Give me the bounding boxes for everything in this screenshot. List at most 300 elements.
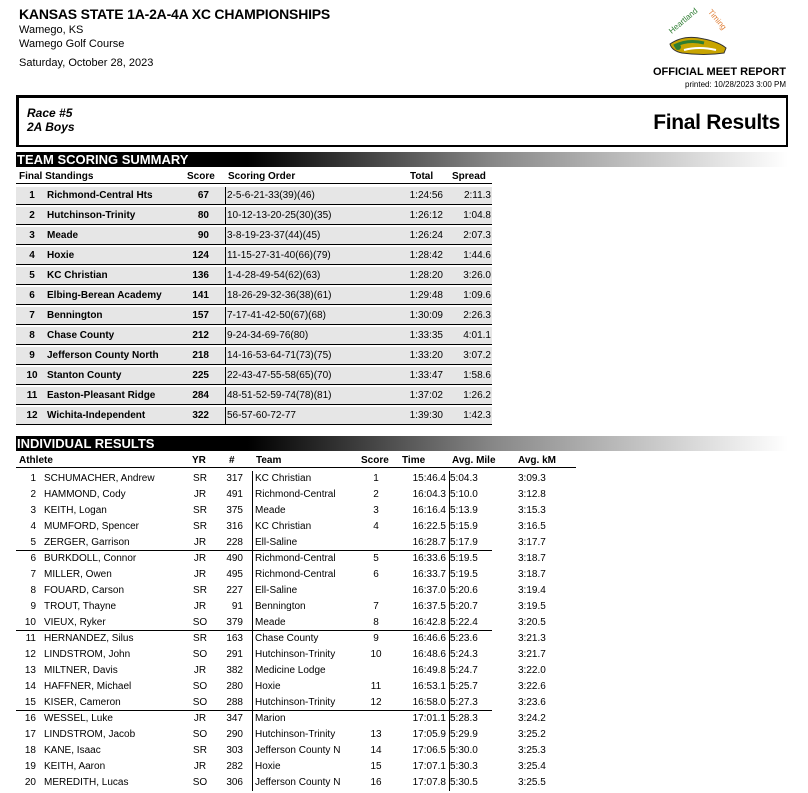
athlete-team: KC Christian (255, 521, 312, 532)
team-order: 9-24-34-69-76(80) (227, 330, 309, 341)
athlete-bib: 306 (226, 777, 243, 788)
athlete-km: 3:25.3 (518, 745, 546, 756)
athlete-score: 7 (373, 601, 379, 612)
athlete-place: 16 (24, 713, 36, 724)
athlete-mile: 5:30.0 (450, 745, 478, 756)
col-spread: Spread (452, 171, 486, 182)
athlete-bib: 495 (226, 569, 243, 580)
team-row (16, 247, 492, 267)
team-row (16, 327, 492, 347)
athlete-yr: SR (193, 585, 207, 596)
athlete-mile: 5:10.0 (450, 489, 478, 500)
athlete-team: Medicine Lodge (255, 665, 326, 676)
athlete-yr: SR (193, 633, 207, 644)
athlete-time: 16:46.6 (412, 633, 446, 644)
team-team: Wichita-Independent (47, 410, 146, 421)
athlete-score: 15 (370, 761, 382, 772)
col-score: Score (187, 171, 215, 182)
team-total: 1:33:47 (409, 370, 443, 381)
team-col-divider (252, 615, 253, 631)
team-col-divider (252, 583, 253, 599)
team-order: 18-26-29-32-36(38)(61) (227, 290, 332, 301)
team-total: 1:39:30 (409, 410, 443, 421)
team-total: 1:28:42 (409, 250, 443, 261)
athlete-time: 16:22.5 (412, 521, 446, 532)
team-col-divider (252, 567, 253, 583)
athlete-place: 8 (30, 585, 36, 596)
team-order: 3-8-19-23-37(44)(45) (227, 230, 321, 241)
team-col-divider (252, 663, 253, 679)
athlete-mile: 5:19.5 (450, 553, 478, 564)
athlete-km: 3:25.5 (518, 777, 546, 788)
athlete-place: 3 (30, 505, 36, 516)
team-row-divider (225, 187, 226, 204)
team-row (16, 347, 492, 367)
team-score: 124 (192, 250, 209, 261)
athlete-mile: 5:20.7 (450, 601, 478, 612)
athlete-score: 8 (373, 617, 379, 628)
athlete-row (16, 663, 788, 679)
athlete-place: 18 (24, 745, 36, 756)
athlete-name: HAMMOND, Cody (44, 489, 126, 500)
athlete-score: 5 (373, 553, 379, 564)
athlete-name: MILLER, Owen (44, 569, 112, 580)
team-col-divider (252, 471, 253, 487)
athlete-row (16, 519, 788, 535)
team-team: Bennington (47, 310, 103, 321)
athlete-row (16, 599, 788, 615)
athlete-yr: SR (193, 473, 207, 484)
athlete-time: 15:46.4 (412, 473, 446, 484)
athlete-time: 17:06.5 (412, 745, 446, 756)
athlete-team: Richmond-Central (255, 489, 336, 500)
athlete-team: Meade (255, 617, 286, 628)
team-total: 1:26:12 (409, 210, 443, 221)
team-score: 225 (192, 370, 209, 381)
col-final-standings: Final Standings (19, 171, 94, 182)
athlete-km: 3:19.4 (518, 585, 546, 596)
athlete-team: Richmond-Central (255, 553, 336, 564)
athlete-row (16, 631, 788, 647)
team-total: 1:29:48 (409, 290, 443, 301)
athlete-name: HERNANDEZ, Silus (44, 633, 134, 644)
athlete-bib: 491 (226, 489, 243, 500)
col-bib: # (229, 455, 235, 466)
athlete-time: 16:48.6 (412, 649, 446, 660)
athlete-row (16, 583, 788, 599)
team-row-divider (225, 247, 226, 264)
athlete-team: Jefferson County N (255, 777, 341, 788)
athlete-yr: SO (192, 617, 208, 628)
athlete-place: 5 (30, 537, 36, 548)
athlete-row (16, 615, 788, 631)
athlete-bib: 228 (226, 537, 243, 548)
athlete-team: Meade (255, 505, 286, 516)
athlete-time: 16:53.1 (412, 681, 446, 692)
team-place: 7 (29, 310, 35, 321)
team-order: 11-15-27-31-40(66)(79) (227, 250, 331, 261)
athlete-bib: 379 (226, 617, 243, 628)
athlete-name: KISER, Cameron (44, 697, 121, 708)
team-spread: 2:07.3 (463, 230, 491, 241)
team-team: Stanton County (47, 370, 122, 381)
team-spread: 1:44.6 (463, 250, 491, 261)
team-total: 1:37:02 (409, 390, 443, 401)
meet-city: Wamego, KS (19, 24, 84, 36)
team-spread: 3:07.2 (463, 350, 491, 361)
athlete-score: 2 (373, 489, 379, 500)
team-header-rule (16, 183, 492, 184)
team-col-divider (252, 775, 253, 791)
team-score: 80 (197, 210, 209, 221)
athlete-name: WESSEL, Luke (44, 713, 113, 724)
team-order: 7-17-41-42-50(67)(68) (227, 310, 326, 321)
athlete-name: MEREDITH, Lucas (44, 777, 129, 788)
team-place: 12 (26, 410, 38, 421)
athlete-time: 16:37.0 (412, 585, 446, 596)
team-score: 322 (192, 410, 209, 421)
athlete-score: 13 (370, 729, 382, 740)
col-total: Total (410, 171, 434, 182)
team-total: 1:28:20 (409, 270, 443, 281)
athlete-score: 1 (373, 473, 379, 484)
athlete-row (16, 487, 788, 503)
athlete-team: KC Christian (255, 473, 312, 484)
team-scoring-header: TEAM SCORING SUMMARY (16, 152, 788, 167)
team-row (16, 207, 492, 227)
athlete-yr: SO (192, 649, 208, 660)
team-team: KC Christian (47, 270, 108, 281)
athlete-name: MUMFORD, Spencer (44, 521, 140, 532)
athlete-name: LINDSTROM, Jacob (44, 729, 136, 740)
athlete-place: 11 (25, 633, 36, 644)
team-place: 10 (26, 370, 38, 381)
team-team: Elbing-Berean Academy (47, 290, 162, 301)
athlete-place: 12 (24, 649, 36, 660)
team-row (16, 407, 492, 427)
team-col-divider (252, 535, 253, 551)
team-score: 284 (192, 390, 209, 401)
col-ind-score: Score (361, 455, 389, 466)
athlete-mile: 5:20.6 (450, 585, 478, 596)
athlete-place: 9 (30, 601, 36, 612)
athlete-time: 16:33.7 (412, 569, 446, 580)
athlete-score: 6 (373, 569, 379, 580)
athlete-name: KEITH, Logan (44, 505, 107, 516)
athlete-row (16, 775, 788, 791)
athlete-km: 3:20.5 (518, 617, 546, 628)
athlete-yr: SO (192, 729, 208, 740)
athlete-time: 16:04.3 (412, 489, 446, 500)
athlete-mile: 5:30.5 (450, 777, 478, 788)
col-time: Time (402, 455, 426, 466)
team-score: 157 (192, 310, 209, 321)
athlete-km: 3:15.3 (518, 505, 546, 516)
team-col-divider (252, 519, 253, 535)
team-score: 218 (192, 350, 209, 361)
logo-text-heartland: Heartland (667, 6, 700, 36)
athlete-place: 15 (24, 697, 36, 708)
athlete-bib: 280 (226, 681, 243, 692)
athlete-bib: 163 (226, 633, 243, 644)
athlete-time: 16:33.6 (412, 553, 446, 564)
athlete-row (16, 551, 788, 567)
athlete-row (16, 503, 788, 519)
athlete-km: 3:23.6 (518, 697, 546, 708)
athlete-bib: 91 (231, 601, 243, 612)
team-total: 1:33:20 (409, 350, 443, 361)
athlete-place: 4 (30, 521, 36, 532)
athlete-place: 1 (30, 473, 36, 484)
athlete-km: 3:25.2 (518, 729, 546, 740)
team-col-divider (252, 647, 253, 663)
athlete-mile: 5:19.5 (450, 569, 478, 580)
athlete-mile: 5:29.9 (450, 729, 478, 740)
team-team: Richmond-Central Hts (47, 190, 153, 201)
athlete-mile: 5:15.9 (450, 521, 478, 532)
team-score: 90 (197, 230, 209, 241)
team-order: 48-51-52-59-74(78)(81) (227, 390, 332, 401)
col-yr: YR (192, 455, 206, 466)
col-team: Team (256, 455, 282, 466)
athlete-row (16, 535, 788, 551)
race-division: 2A Boys (27, 120, 75, 134)
athlete-place: 19 (24, 761, 36, 772)
athlete-yr: SO (192, 697, 208, 708)
athlete-name: FOUARD, Carson (44, 585, 125, 596)
team-spread: 1:26.2 (463, 390, 491, 401)
team-team: Easton-Pleasant Ridge (47, 390, 156, 401)
athlete-row (16, 711, 788, 727)
athlete-km: 3:16.5 (518, 521, 546, 532)
team-place: 6 (29, 290, 35, 301)
athlete-mile: 5:23.6 (450, 633, 478, 644)
team-spread: 1:42.3 (463, 410, 491, 421)
team-team: Jefferson County North (47, 350, 159, 361)
athlete-team: Hutchinson-Trinity (255, 649, 336, 660)
team-row-divider (225, 267, 226, 284)
team-row-divider (225, 227, 226, 244)
athlete-name: VIEUX, Ryker (44, 617, 106, 628)
team-row (16, 367, 492, 387)
athlete-mile: 5:28.3 (450, 713, 478, 724)
athlete-time: 16:37.5 (412, 601, 446, 612)
athlete-row (16, 471, 788, 487)
team-col-divider (252, 727, 253, 743)
team-col-divider (252, 551, 253, 567)
team-spread: 1:58.6 (463, 370, 491, 381)
team-row-divider (225, 287, 226, 304)
athlete-km: 3:12.8 (518, 489, 546, 500)
athlete-score: 3 (373, 505, 379, 516)
athlete-yr: SR (193, 745, 207, 756)
athlete-bib: 316 (226, 521, 243, 532)
athlete-place: 17 (24, 729, 36, 740)
team-col-divider (252, 695, 253, 711)
athlete-yr: JR (193, 601, 207, 612)
athlete-km: 3:17.7 (518, 537, 546, 548)
team-row (16, 267, 492, 287)
athlete-yr: SO (192, 681, 208, 692)
athlete-row (16, 695, 788, 711)
team-total: 1:26:24 (409, 230, 443, 241)
team-col-divider (252, 679, 253, 695)
athlete-km: 3:18.7 (518, 569, 546, 580)
athlete-yr: JR (193, 713, 207, 724)
team-spread: 2:26.3 (463, 310, 491, 321)
team-spread: 2:11.3 (463, 190, 491, 201)
team-row-divider (225, 387, 226, 404)
athlete-yr: JR (193, 761, 207, 772)
athlete-bib: 382 (226, 665, 243, 676)
individual-results-header: INDIVIDUAL RESULTS (16, 436, 788, 451)
athlete-km: 3:21.7 (518, 649, 546, 660)
printed-timestamp: printed: 10/28/2023 3:00 PM (685, 80, 786, 89)
athlete-place: 2 (30, 489, 36, 500)
athlete-name: KEITH, Aaron (44, 761, 106, 772)
team-spread: 1:04.8 (463, 210, 491, 221)
team-row-divider (225, 307, 226, 324)
individual-header-rule (16, 467, 576, 468)
athlete-team: Hoxie (255, 681, 281, 692)
athlete-team: Jefferson County N (255, 745, 341, 756)
athlete-yr: SR (193, 521, 207, 532)
athlete-place: 6 (30, 553, 36, 564)
athlete-team: Marion (255, 713, 286, 724)
athlete-place: 10 (24, 617, 36, 628)
athlete-score: 4 (373, 521, 379, 532)
athlete-score: 10 (370, 649, 382, 660)
team-row (16, 387, 492, 407)
team-row (16, 227, 492, 247)
athlete-time: 17:07.1 (412, 761, 446, 772)
athlete-yr: JR (193, 665, 207, 676)
team-col-divider (252, 631, 253, 647)
athlete-mile: 5:27.3 (450, 697, 478, 708)
logo-text-timing: Timing (706, 7, 729, 32)
athlete-km: 3:18.7 (518, 553, 546, 564)
athlete-bib: 227 (226, 585, 243, 596)
athlete-mile: 5:13.9 (450, 505, 478, 516)
athlete-place: 20 (24, 777, 36, 788)
athlete-name: KANE, Isaac (44, 745, 101, 756)
team-place: 11 (26, 390, 38, 401)
athlete-team: Bennington (255, 601, 306, 612)
athlete-yr: SO (192, 777, 208, 788)
team-total: 1:30:09 (409, 310, 443, 321)
team-score: 67 (197, 190, 209, 201)
race-box (16, 95, 788, 147)
meet-title: KANSAS STATE 1A-2A-4A XC CHAMPIONSHIPS (19, 6, 331, 22)
athlete-bib: 490 (226, 553, 243, 564)
athlete-team: Ell-Saline (255, 585, 298, 596)
team-place: 4 (29, 250, 35, 261)
athlete-row (16, 759, 788, 775)
team-order: 1-4-28-49-54(62)(63) (227, 270, 321, 281)
team-col-divider (252, 743, 253, 759)
athlete-place: 7 (30, 569, 36, 580)
athlete-name: SCHUMACHER, Andrew (44, 473, 155, 484)
col-scoring-order: Scoring Order (228, 171, 296, 182)
athlete-time: 16:16.4 (412, 505, 446, 516)
athlete-team: Hutchinson-Trinity (255, 729, 336, 740)
team-team: Hutchinson-Trinity (47, 210, 136, 221)
official-meet-report: OFFICIAL MEET REPORT (652, 66, 786, 78)
team-team: Chase County (47, 330, 115, 341)
athlete-row (16, 727, 788, 743)
race-number: Race #5 (27, 106, 73, 120)
team-team: Hoxie (47, 250, 75, 261)
final-results-heading: Final Results (653, 111, 780, 134)
team-row-divider (225, 407, 226, 424)
team-order: 56-57-60-72-77 (227, 410, 296, 421)
athlete-row (16, 647, 788, 663)
athlete-bib: 288 (226, 697, 243, 708)
athlete-km: 3:09.3 (518, 473, 546, 484)
athlete-yr: JR (193, 537, 207, 548)
athlete-km: 3:22.6 (518, 681, 546, 692)
athlete-mile: 5:22.4 (450, 617, 478, 628)
team-spread: 1:09.6 (463, 290, 491, 301)
team-place: 3 (29, 230, 35, 241)
team-place: 1 (29, 190, 35, 201)
athlete-yr: JR (193, 489, 207, 500)
athlete-mile: 5:30.3 (450, 761, 478, 772)
col-athlete: Athlete (19, 455, 53, 466)
athlete-yr: JR (193, 553, 207, 564)
team-score: 136 (192, 270, 209, 281)
team-row (16, 187, 492, 207)
athlete-mile: 5:04.3 (450, 473, 478, 484)
athlete-name: MILTNER, Davis (44, 665, 118, 676)
athlete-name: TROUT, Thayne (44, 601, 117, 612)
athlete-score: 16 (370, 777, 382, 788)
athlete-team: Hoxie (255, 761, 281, 772)
team-spread: 3:26.0 (463, 270, 491, 281)
col-avg-km: Avg. kM (518, 455, 556, 466)
heartland-timing-logo (664, 6, 734, 58)
athlete-place: 13 (24, 665, 36, 676)
team-row (16, 307, 492, 327)
athlete-score: 12 (370, 697, 382, 708)
athlete-name: BURKDOLL, Connor (44, 553, 137, 564)
team-order: 22-43-47-55-58(65)(70) (227, 370, 332, 381)
team-total: 1:33:35 (409, 330, 443, 341)
athlete-row (16, 567, 788, 583)
athlete-yr: JR (193, 569, 207, 580)
team-score: 212 (192, 330, 209, 341)
athlete-team: Ell-Saline (255, 537, 298, 548)
athlete-bib: 303 (226, 745, 243, 756)
athlete-bib: 375 (226, 505, 243, 516)
team-place: 9 (29, 350, 35, 361)
athlete-row (16, 679, 788, 695)
team-row (16, 287, 492, 307)
athlete-name: ZERGER, Garrison (44, 537, 130, 548)
athlete-km: 3:19.5 (518, 601, 546, 612)
athlete-mile: 5:24.7 (450, 665, 478, 676)
athlete-km: 3:22.0 (518, 665, 546, 676)
athlete-time: 17:05.9 (412, 729, 446, 740)
athlete-score: 9 (373, 633, 379, 644)
meet-venue: Wamego Golf Course (19, 38, 125, 50)
team-spread: 4:01.1 (463, 330, 491, 341)
athlete-yr: SR (193, 505, 207, 516)
athlete-bib: 347 (226, 713, 243, 724)
athlete-mile: 5:24.3 (450, 649, 478, 660)
col-avg-mile: Avg. Mile (452, 455, 496, 466)
athlete-time: 16:28.7 (412, 537, 446, 548)
